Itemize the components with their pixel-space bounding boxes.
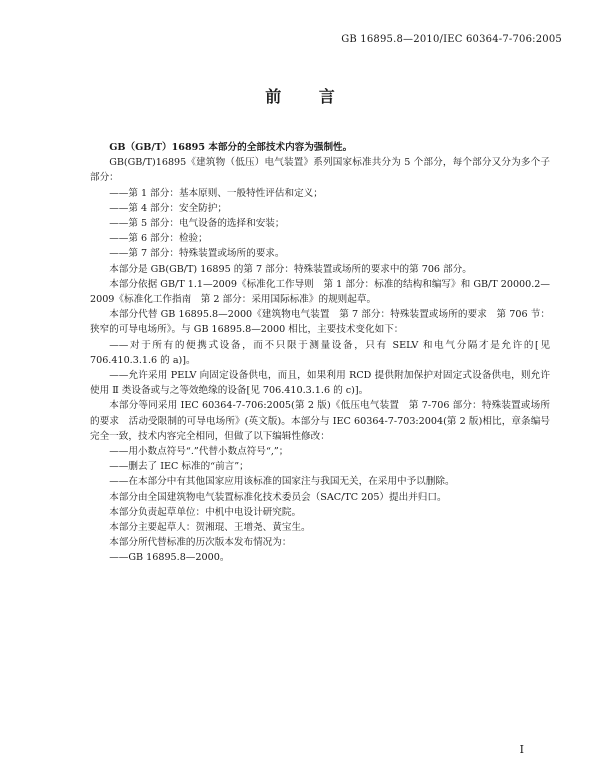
paragraph-drafting-unit: 本部分负责起草单位：中机中电设计研究院。 <box>109 506 302 518</box>
paragraph-replaces: 本部分代替 GB 16895.8—2000《建筑物电气装置 第 7 部分：特殊装置或场所的要求 第 706 节：狭窄的可导电场所》。与 GB 16895.8—2000 相比，主要技术变化如下： <box>90 309 550 336</box>
document-body <box>90 140 550 566</box>
standard-id-header: GB 16895.8—2010/IEC 60364-7-706:2005 <box>341 34 562 45</box>
list-item-history-1: ——GB 16895.8—2000。 <box>109 552 230 564</box>
list-item-edit-2: ——删去了 IEC 标准的“前言”； <box>109 461 249 473</box>
paragraph-mandatory-note: GB（GB/T）16895 本部分的全部技术内容为强制性。 <box>109 142 353 153</box>
list-item-part-4: ——第 4 部分：安全防护； <box>109 202 227 214</box>
list-item-change-2: ——允许采用 PELV 向固定设备供电，而且，如果利用 RCD 提供附加保护对固定式设备供电，则允许使用 Ⅱ 类设备或与之等效绝缘的设备[见 706.410.3.1.6 的 c)]。 <box>90 370 550 397</box>
paragraph-equivalence: 本部分等同采用 IEC 60364-7-706:2005(第 2 版)《低压电气装置 第 7-706 部分：特殊装置或场所的要求 活动受限制的可导电场所》(英文版)。本部分与 IEC 60364-7-703:2004(第 2 版)相比，章条编号完全一致，技术内容完全相同，但做了以下编辑性修改： <box>90 400 550 442</box>
paragraph-drafting-rules: 本部分依据 GB/T 1.1—2009《标准化工作导则 第 1 部分：标准的结构和编写》和 GB/T 20000.2—2009《标准化工作指南 第 2 部分：采用国际标准》的规则起草。 <box>90 278 550 306</box>
paragraph-drafters: 本部分主要起草人：贺湘琨、王增尧、黄宝生。 <box>109 522 311 534</box>
list-item-part-6: ——第 6 部分：检验； <box>109 233 208 245</box>
paragraph-series-intro: GB(GB/T)16895《建筑物（低压）电气装置》系列国家标准共分为 5 个部分，每个部分又分为多个子部分： <box>90 157 550 184</box>
page-number: I <box>519 743 524 756</box>
paragraph-proposed-by: 本部分由全国建筑物电气装置标准化技术委员会（SAC/TC 205）提出并归口。 <box>109 491 447 503</box>
list-item-part-7: ——第 7 部分：特殊装置或场所的要求。 <box>109 248 285 260</box>
list-item-part-5: ——第 5 部分：电气设备的选择和安装； <box>109 218 285 230</box>
list-item-change-1: ——对于所有的便携式设备，而不只限于测量设备，只有 SELV 和电气分隔才是允许的[见 706.410.3.1.6 的 a)]。 <box>90 339 550 366</box>
paragraph-part-scope: 本部分是 GB(GB/T) 16895 的第 7 部分：特殊装置或场所的要求中的第 706 部分。 <box>109 263 472 275</box>
page-title: 前 言 <box>265 87 351 106</box>
list-item-edit-3: ——在本部分中有其他国家应用该标准的国家注与我国无关，在采用中予以删除。 <box>109 476 455 488</box>
list-item-part-1: ——第 1 部分：基本原则、一般特性评估和定义； <box>109 187 323 199</box>
list-item-edit-1: ——用小数点符号“.”代替小数点符号“,”； <box>109 446 289 458</box>
paragraph-history: 本部分所代替标准的历次版本发布情况为： <box>109 537 292 549</box>
